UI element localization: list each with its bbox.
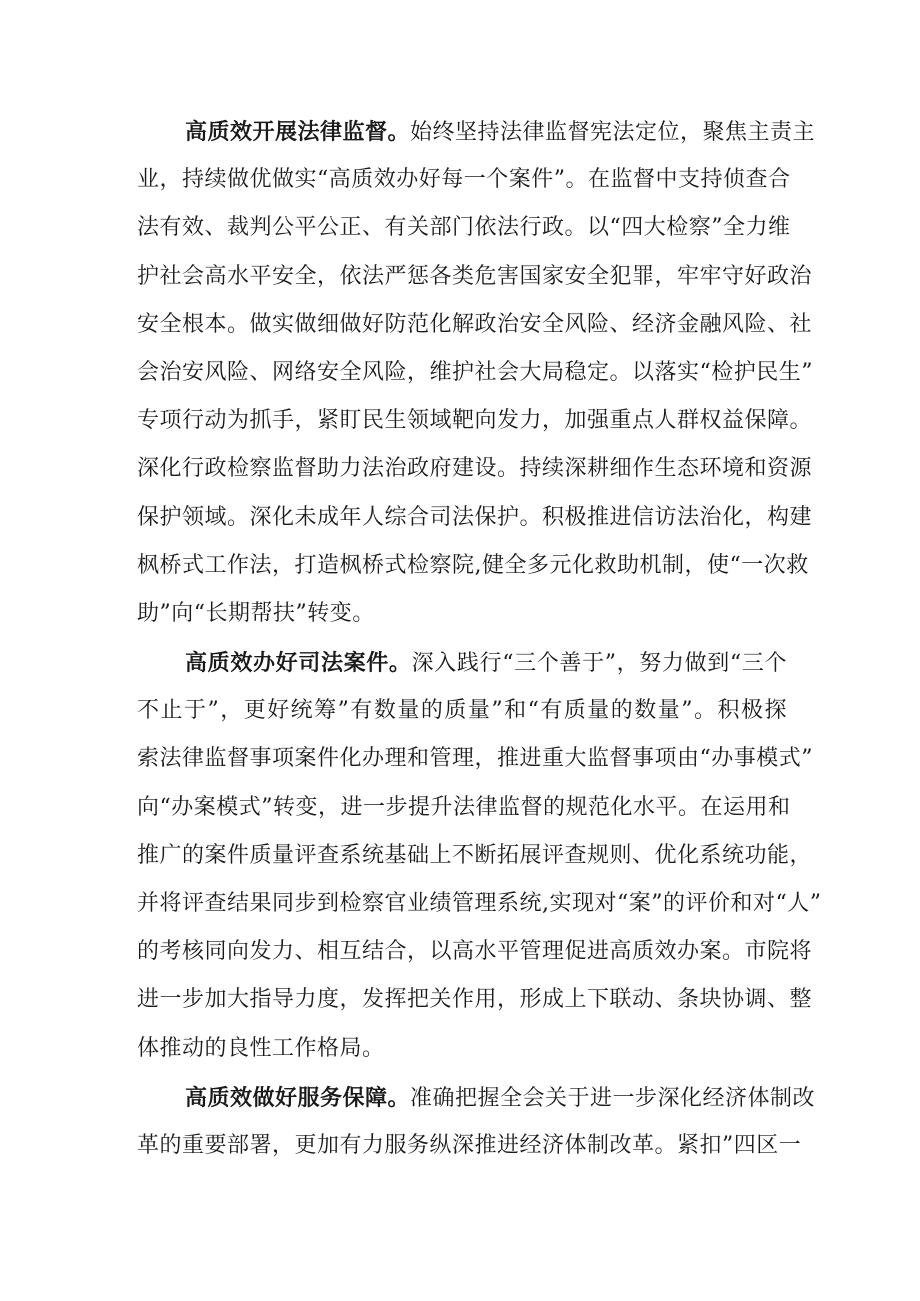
paragraph-line: 索法律监督事项案件化办理和管理，推进重大监督事项由“办事模式” — [137, 746, 813, 772]
paragraph-line: 推广的案件质量评查系统基础上不断拓展评查规则、优化系统功能， — [137, 842, 813, 868]
paragraph-line: 法有效、裁判公平公正、有关部门依法行政。以“四大检察”全力维 — [137, 215, 791, 241]
paragraph-line: 进一步加大指导力度，发挥把关作用，形成上下联动、条块协调、整 — [137, 987, 813, 1013]
paragraph-line: 保护领域。深化未成年人综合司法保护。积极推进信访法治化，构建 — [137, 504, 813, 530]
paragraph-legal-supervision — [137, 108, 816, 638]
paragraph-line: 护社会高水平安全，依法严惩各类危害国家安全犯罪，牢牢守好政治 — [137, 263, 813, 289]
paragraph-line: 不止于”，更好统筹”有数量的质量”和“有质量的数量”。积极探 — [137, 698, 787, 724]
paragraph-line: 业，持续做优做实“高质效办好每一个案件”。在监督中支持侦查合 — [137, 167, 791, 193]
paragraph-line: 安全根本。做实做细做好防范化解政治安全风险、经济金融风险、社 — [137, 311, 813, 337]
paragraph-line: 的考核同向发力、相互结合，以高水平管理促进高质效办案。市院将 — [137, 939, 813, 965]
paragraph-line: 高质效办好司法案件。深入践行“三个善于”，努力做到“三个 — [185, 650, 787, 677]
paragraph-line: 高质效开展法律监督。始终坚持法律监督宪法定位，聚焦主责主 — [185, 119, 816, 145]
paragraph-line: 助”向“长期帮扶”转变。 — [137, 600, 375, 626]
paragraph-line: 专项行动为抓手，紧盯民生领域靶向发力，加强重点人群权益保障。 — [137, 408, 813, 434]
paragraph-line: 深化行政检察监督助力法治政府建设。持续深耕细作生态环境和资源 — [137, 456, 813, 482]
paragraph-line: 体推动的良性工作格局。 — [137, 1035, 385, 1061]
paragraph-heading: 高质效办好司法案件。 — [185, 650, 412, 677]
paragraph-line: 会治安风险、网络安全风险，维护社会大局稳定。以落实“检护民生” — [137, 359, 813, 385]
document-body — [137, 108, 822, 1171]
paragraph-heading: 高质效开展法律监督。 — [185, 119, 411, 145]
paragraph-line: 高质效做好服务保障。准确把握全会关于进一步深化经济体制改 — [185, 1084, 816, 1111]
paragraph-line: 并将评查结果同步到检察官业绩管理系统,实现对“案”的评价和对“人” — [137, 891, 822, 916]
paragraph-line: 枫桥式工作法，打造枫桥式检察院,健全多元化救助机制，使“一次救 — [137, 552, 809, 578]
paragraph-heading: 高质效做好服务保障。 — [185, 1084, 411, 1111]
paragraph-line: 向“办案模式”转变，进一步提升法律监督的规范化水平。在运用和 — [137, 794, 791, 820]
paragraph-judicial-cases — [137, 639, 822, 1073]
paragraph-service-guarantee — [137, 1074, 816, 1170]
paragraph-line: 革的重要部署，更加有力服务纵深推进经济体制改革。紧扣”四区一 — [137, 1132, 802, 1158]
